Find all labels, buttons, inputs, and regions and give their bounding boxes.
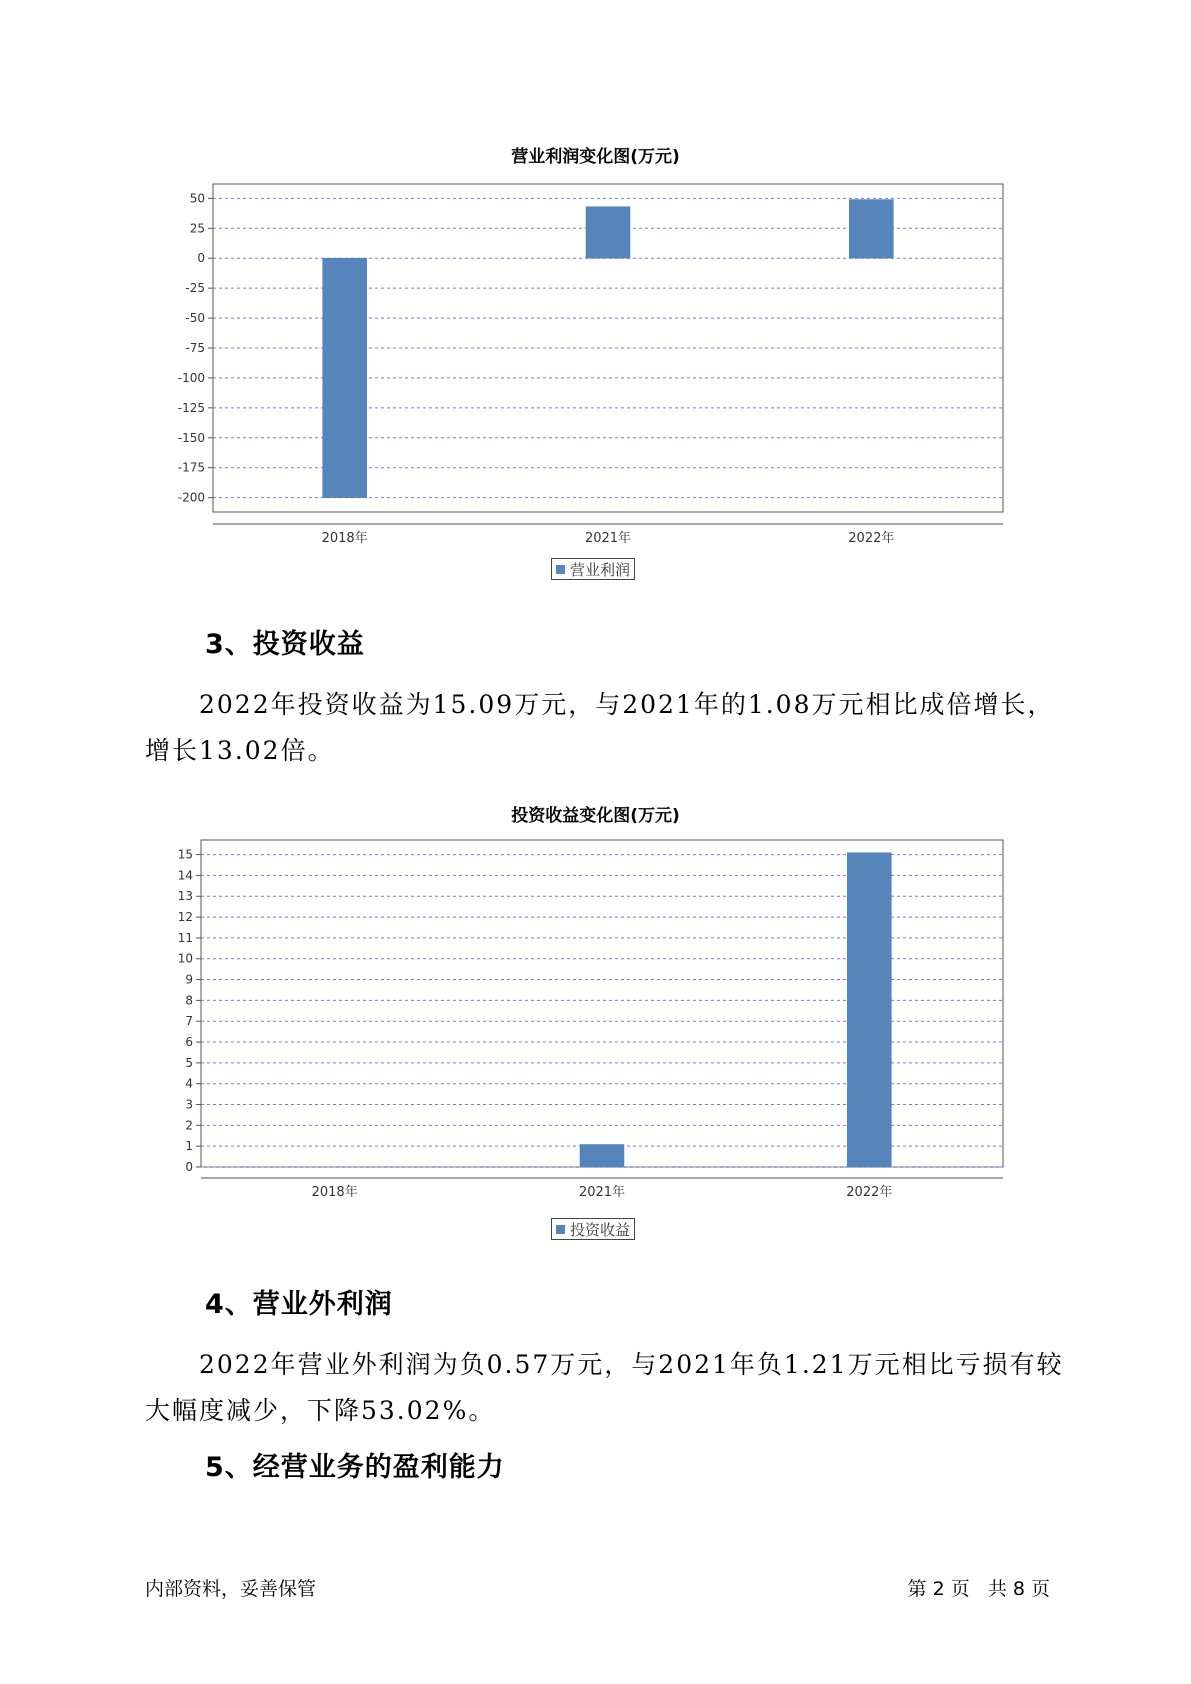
footer-page-number: 第 2 页 共 8 页 (907, 1578, 1050, 1600)
y-tick-label: 25 (189, 221, 205, 236)
legend-investment-income (551, 1218, 635, 1240)
bar (849, 200, 893, 259)
footer-confidential-note: 内部资料，妥善保管 (145, 1578, 317, 1600)
x-tick-label: 2022年 (846, 1185, 893, 1200)
chart-title-operating-profit: 营业利润变化图(万元) (511, 147, 680, 167)
y-tick-label: 12 (177, 910, 193, 925)
y-tick-label: 5 (185, 1055, 193, 1070)
section-heading-non-operating-profit: 4、营业外利润 (205, 1289, 393, 1320)
investment-income-chart (0, 600, 1191, 1200)
y-tick-label: -75 (185, 341, 205, 355)
y-tick-label: 4 (185, 1076, 193, 1091)
legend-operating-profit (551, 558, 635, 580)
y-tick-label: 8 (185, 993, 193, 1008)
y-tick-label: 0 (185, 1160, 193, 1174)
legend-label: 营业利润 (570, 560, 631, 579)
y-tick-label: 0 (197, 251, 205, 266)
y-tick-label: 14 (177, 868, 193, 883)
y-tick-label: 6 (185, 1035, 193, 1050)
legend-swatch (556, 565, 565, 574)
chart-title-investment-income: 投资收益变化图(万元) (511, 806, 680, 826)
x-tick-label: 2022年 (848, 531, 895, 546)
y-tick-label: 9 (185, 972, 193, 987)
bar (580, 1145, 624, 1167)
y-tick-label: 50 (189, 191, 205, 206)
y-tick-label: 7 (185, 1014, 193, 1029)
operating-profit-chart (0, 0, 1191, 600)
y-tick-label: -125 (177, 400, 205, 415)
y-tick-label: -100 (177, 370, 205, 385)
section-text-investment-income: 2022年投资收益为15.09万元，与2021年的1.08万元相比成倍增长，增长13.02倍。 (145, 690, 1055, 765)
x-tick-label: 2021年 (584, 531, 632, 546)
y-tick-label: 2 (185, 1118, 193, 1133)
legend-swatch (556, 1225, 565, 1234)
y-tick-label: -25 (185, 281, 205, 296)
y-tick-label: 3 (185, 1097, 193, 1112)
bar (847, 853, 891, 1167)
bar (323, 258, 367, 497)
x-tick-label: 2018年 (321, 531, 368, 546)
section-text-non-operating-profit: 2022年营业外利润为负0.57万元，与2021年负1.21万元相比亏损有较大幅度减少，下降53.02%。 (145, 1350, 1064, 1425)
y-tick-label: -150 (177, 430, 205, 445)
y-tick-label: 15 (177, 847, 193, 862)
y-tick-label: 10 (177, 951, 193, 966)
y-tick-label: -200 (177, 490, 205, 505)
y-tick-label: -175 (177, 460, 205, 475)
section-heading-operating-profitability: 5、经营业务的盈利能力 (205, 1452, 505, 1483)
bar (586, 207, 630, 258)
x-tick-label: 2018年 (311, 1185, 358, 1200)
legend-label: 投资收益 (570, 1220, 631, 1239)
y-tick-label: 13 (177, 889, 193, 904)
x-tick-label: 2021年 (578, 1185, 626, 1200)
y-tick-label: 11 (177, 930, 193, 945)
section-heading-investment-income: 3、投资收益 (205, 629, 365, 660)
y-tick-label: -50 (185, 311, 205, 326)
y-tick-label: 1 (185, 1139, 193, 1154)
